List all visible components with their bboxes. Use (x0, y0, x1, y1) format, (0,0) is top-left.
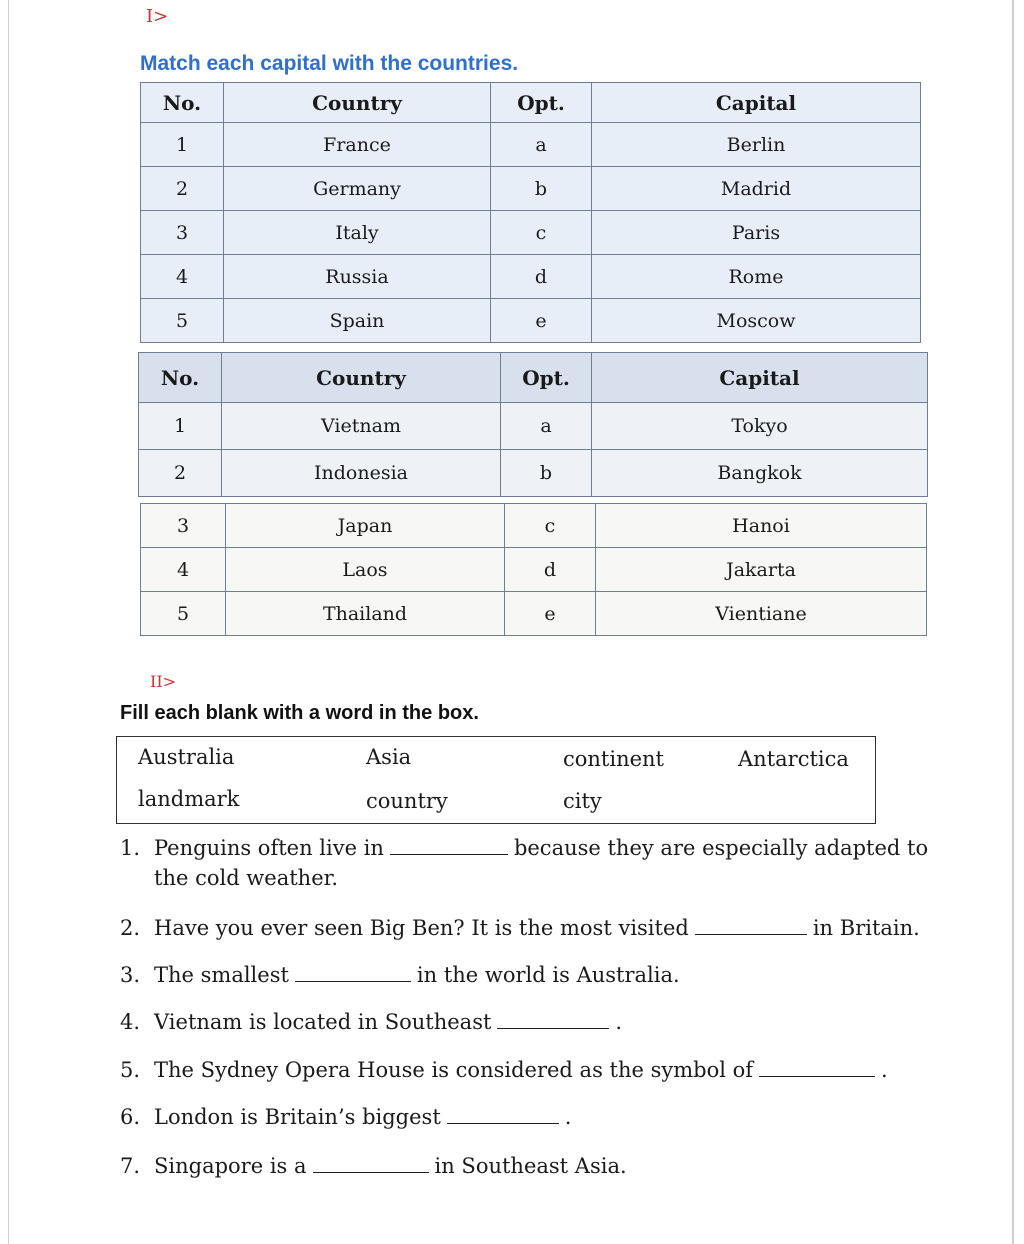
word-box (116, 736, 876, 824)
cell-opt: c (505, 504, 596, 548)
cell-no: 3 (141, 211, 224, 255)
question-2 (120, 914, 920, 940)
header-opt: Opt. (501, 353, 592, 403)
cell-capital: Hanoi (596, 504, 927, 548)
page-border-right (1012, 0, 1014, 1244)
question-1-continuation: the cold weather. (154, 866, 339, 890)
cell-no: 3 (141, 504, 226, 548)
table-row (141, 211, 921, 255)
word-box-item: Australia (138, 745, 235, 769)
capitals-table-2 (138, 352, 928, 497)
cell-no: 5 (141, 592, 226, 636)
cell-no: 4 (141, 255, 224, 299)
question-text-before: Penguins often live in (154, 836, 384, 860)
cell-no: 1 (139, 403, 222, 450)
table-row (139, 450, 928, 497)
question-text-after: . (615, 1010, 623, 1034)
question-text-after: . (564, 1105, 572, 1129)
table-row (141, 299, 921, 343)
question-number: 5. (120, 1058, 141, 1082)
cell-country: Italy (224, 211, 491, 255)
cell-capital: Paris (592, 211, 921, 255)
header-capital: Capital (592, 83, 921, 123)
table-row (141, 592, 927, 636)
word-box-item: landmark (138, 787, 240, 811)
cell-capital: Tokyo (592, 403, 928, 450)
cell-capital: Bangkok (592, 450, 928, 497)
table-row (141, 167, 921, 211)
section-2-marker: II> (150, 672, 177, 691)
cell-no: 5 (141, 299, 224, 343)
question-3 (120, 961, 680, 987)
cell-no: 4 (141, 548, 226, 592)
question-number: 3. (120, 963, 141, 987)
word-box-item: Antarctica (738, 747, 849, 771)
question-text-before: The Sydney Opera House is considered as the symbol of (154, 1058, 754, 1082)
question-text-before: London is Britain’s biggest (154, 1105, 441, 1129)
cell-country: Japan (226, 504, 505, 548)
question-number: 7. (120, 1154, 141, 1178)
cell-country: Russia (224, 255, 491, 299)
table-header-row (139, 353, 928, 403)
answer-blank[interactable] (497, 1008, 609, 1029)
table-header-row (141, 83, 921, 123)
cell-no: 2 (139, 450, 222, 497)
page-border-left (8, 0, 9, 1244)
question-7 (120, 1152, 627, 1178)
cell-country: France (224, 123, 491, 167)
answer-blank[interactable] (313, 1152, 429, 1173)
header-no: No. (141, 83, 224, 123)
capitals-table-3 (140, 503, 927, 636)
cell-capital: Jakarta (596, 548, 927, 592)
table-row (141, 255, 921, 299)
cell-country: Thailand (226, 592, 505, 636)
table-row (141, 504, 927, 548)
cell-no: 1 (141, 123, 224, 167)
cell-capital: Moscow (592, 299, 921, 343)
question-1 (120, 834, 928, 860)
answer-blank[interactable] (295, 961, 411, 982)
cell-opt: c (491, 211, 592, 255)
word-box-item: Asia (366, 745, 412, 769)
cell-opt: b (501, 450, 592, 497)
word-box-item: country (366, 789, 448, 813)
question-number: 1. (120, 836, 141, 860)
table-row (141, 548, 927, 592)
cell-opt: e (491, 299, 592, 343)
question-text-before: Vietnam is located in Southeast (154, 1010, 492, 1034)
cell-opt: d (505, 548, 596, 592)
question-text-after: in the world is Australia. (416, 963, 680, 987)
header-country: Country (222, 353, 501, 403)
question-5 (120, 1056, 888, 1082)
answer-blank[interactable] (390, 834, 508, 855)
header-opt: Opt. (491, 83, 592, 123)
cell-country: Laos (226, 548, 505, 592)
cell-no: 2 (141, 167, 224, 211)
word-box-item: continent (563, 747, 665, 771)
cell-capital: Vientiane (596, 592, 927, 636)
header-capital: Capital (592, 353, 928, 403)
question-text-before: The smallest (154, 963, 289, 987)
header-country: Country (224, 83, 491, 123)
table-row (141, 123, 921, 167)
question-number: 6. (120, 1105, 141, 1129)
word-box-item: city (563, 789, 602, 813)
capitals-table-1 (140, 82, 921, 343)
cell-country: Vietnam (222, 403, 501, 450)
question-text-before: Singapore is a (154, 1154, 307, 1178)
section-1-heading: Match each capital with the countries. (140, 52, 519, 75)
table-row (139, 403, 928, 450)
section-2-heading: Fill each blank with a word in the box. (120, 702, 479, 724)
question-text-after: because they are especially adapted to (513, 836, 929, 860)
question-number: 2. (120, 916, 141, 940)
answer-blank[interactable] (759, 1056, 875, 1077)
cell-capital: Berlin (592, 123, 921, 167)
question-4 (120, 1008, 622, 1034)
question-text-after: in Britain. (812, 916, 920, 940)
answer-blank[interactable] (695, 914, 807, 935)
question-number: 4. (120, 1010, 141, 1034)
cell-opt: e (505, 592, 596, 636)
cell-opt: b (491, 167, 592, 211)
cell-capital: Madrid (592, 167, 921, 211)
cell-country: Spain (224, 299, 491, 343)
cell-country: Indonesia (222, 450, 501, 497)
question-text-after: in Southeast Asia. (434, 1154, 627, 1178)
cell-opt: a (491, 123, 592, 167)
cell-opt: a (501, 403, 592, 450)
cell-capital: Rome (592, 255, 921, 299)
question-text-after: . (881, 1058, 888, 1082)
question-6 (120, 1103, 571, 1129)
question-text-before: Have you ever seen Big Ben? It is the most visited (154, 916, 689, 940)
cell-opt: d (491, 255, 592, 299)
answer-blank[interactable] (447, 1103, 559, 1124)
section-1-marker: I> (146, 6, 169, 27)
header-no: No. (139, 353, 222, 403)
cell-country: Germany (224, 167, 491, 211)
